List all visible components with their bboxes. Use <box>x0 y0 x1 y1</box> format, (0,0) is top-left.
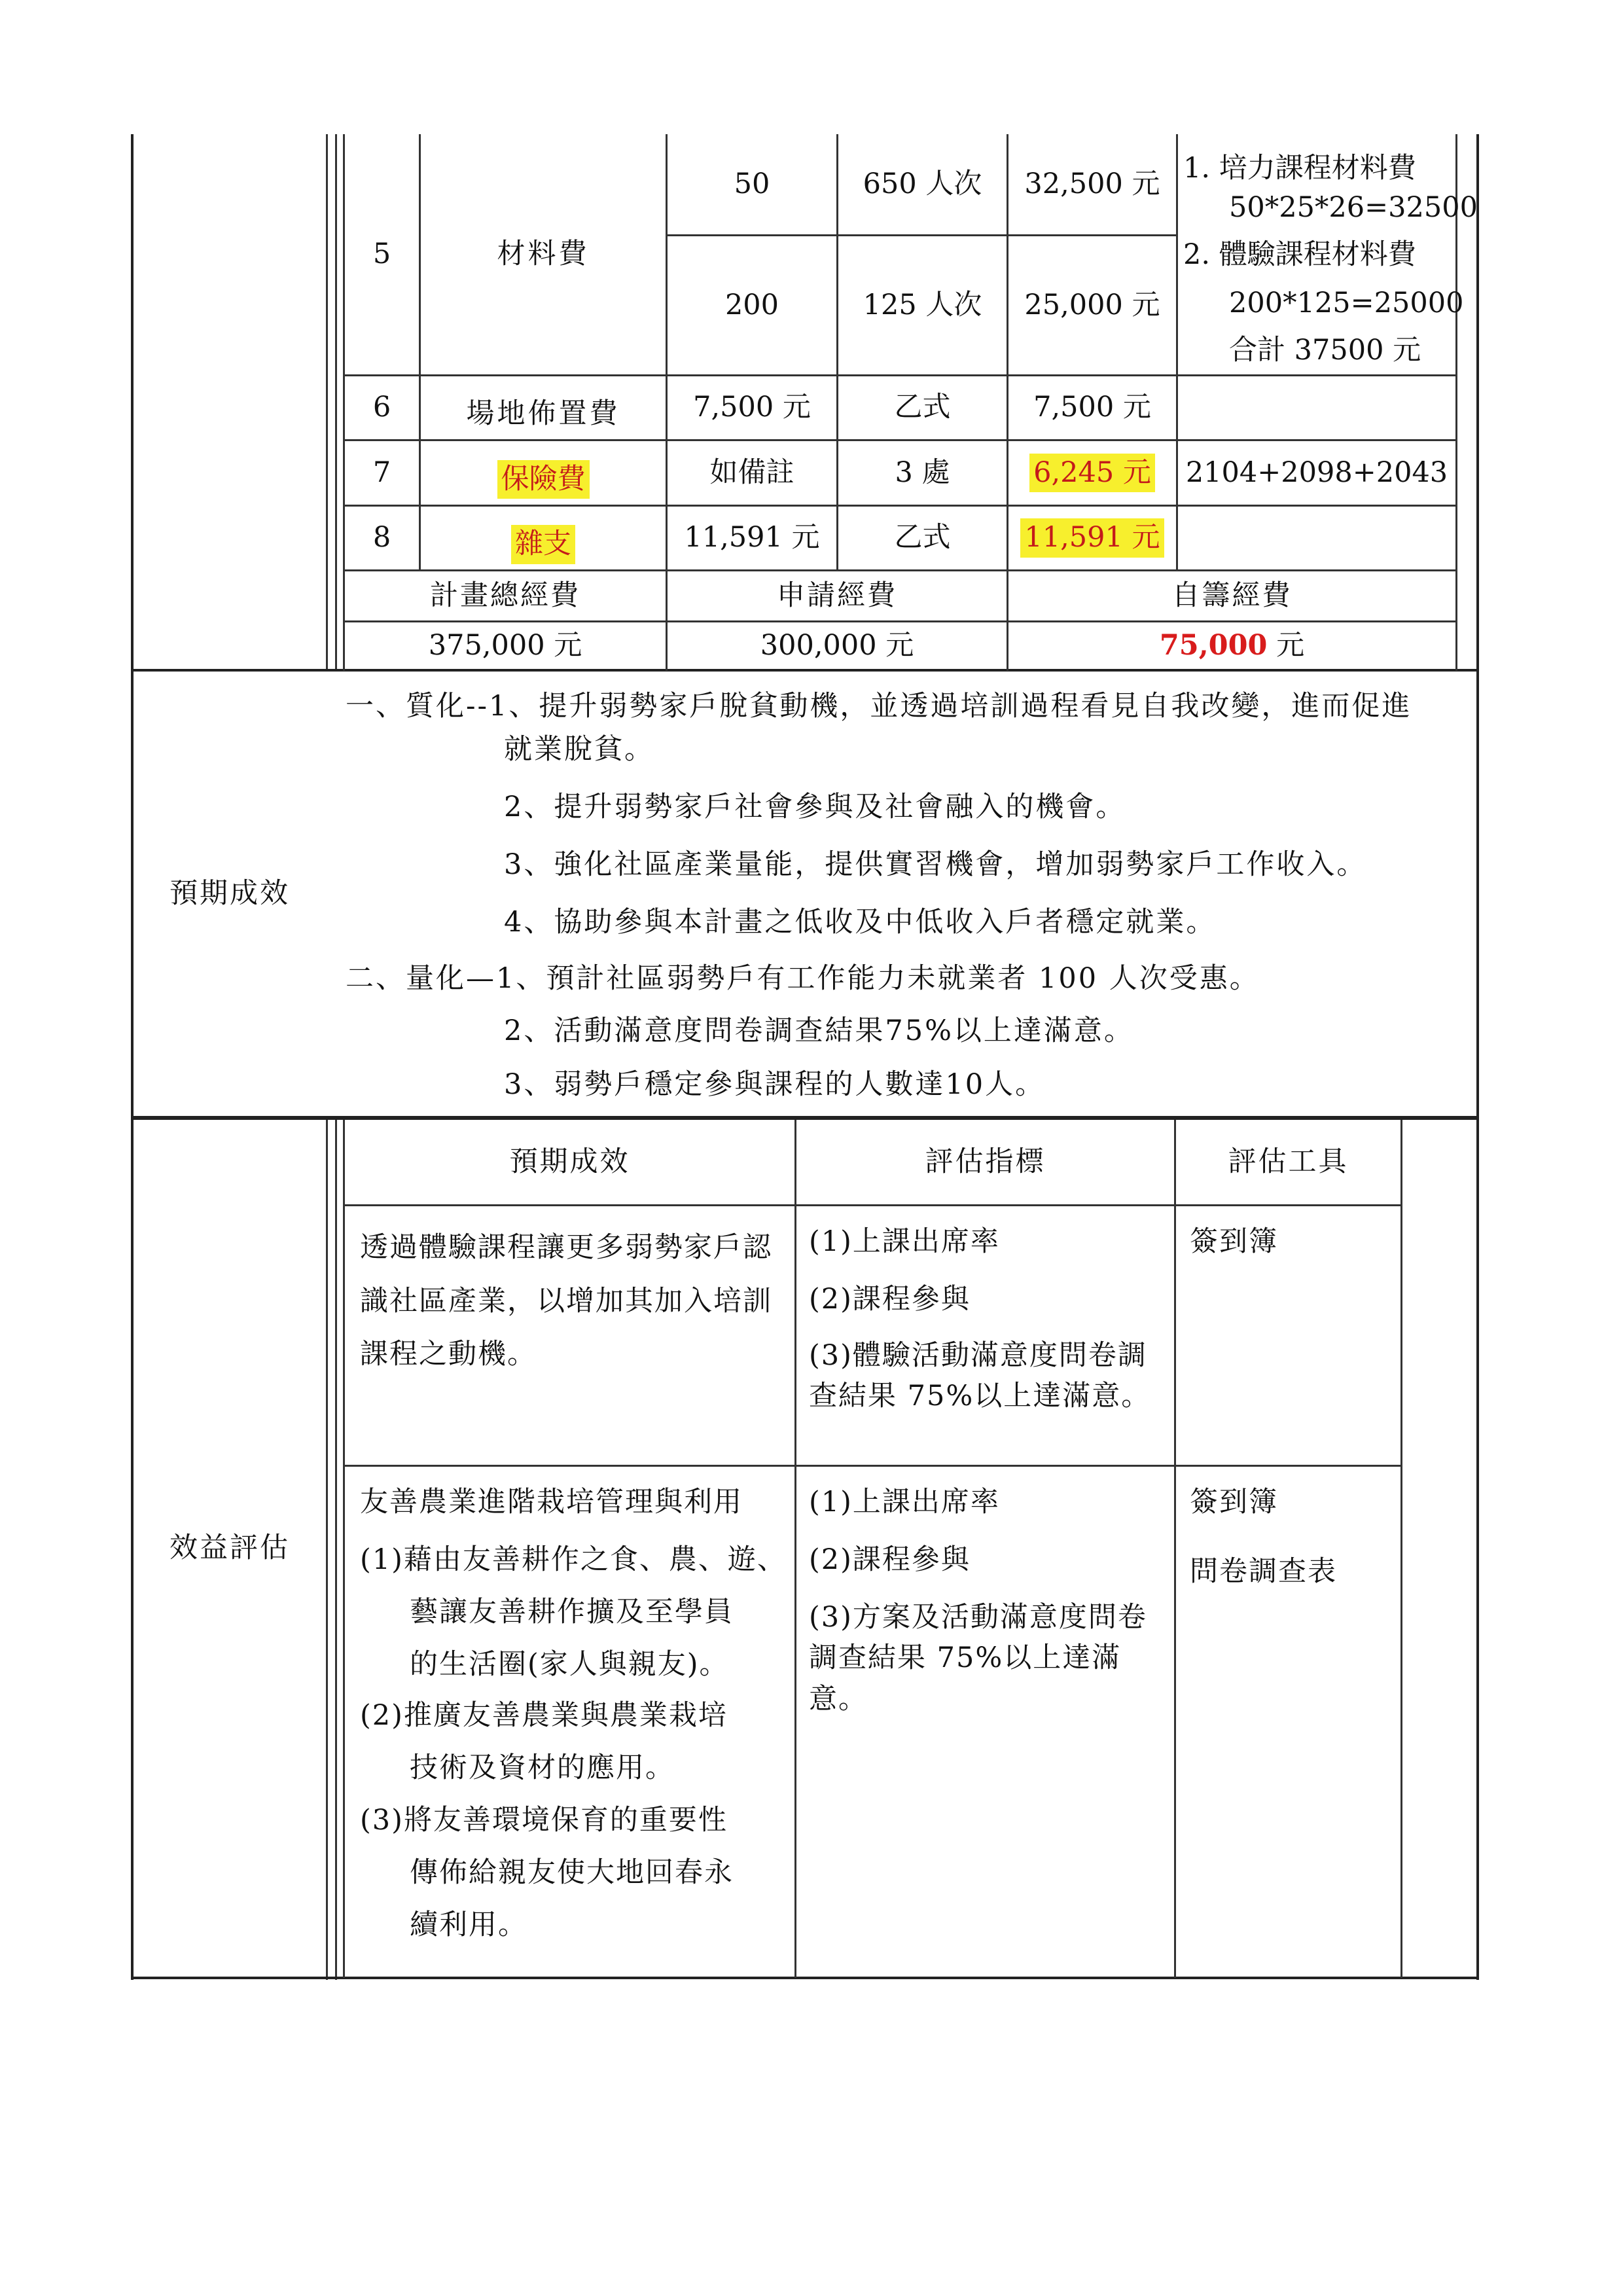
amount: 11,591 元 <box>1020 518 1164 558</box>
qualitative-item-4: 4、協助參與本計畫之低收及中低收入戶者穩定就業。 <box>504 906 1217 939</box>
note-line: 1. 培力課程材料費 <box>1183 152 1416 185</box>
row2-tool-2: 問卷調查表 <box>1190 1555 1337 1588</box>
apply-budget-value: 300,000 元 <box>760 629 914 662</box>
label-column-border <box>326 134 328 671</box>
label-column-border-lower <box>326 1119 328 1980</box>
row2-point-3b: 傳佈給親友使大地回春永 <box>410 1856 734 1889</box>
quantity: 乙式 <box>894 391 951 424</box>
grid-v <box>794 1120 796 1978</box>
quantitative-item-2: 2、活動滿意度問卷調查結果75%以上達滿意。 <box>504 1014 1134 1047</box>
quantity: 3 處 <box>895 456 950 489</box>
item-name: 材料費 <box>497 237 590 270</box>
item-name: 保險費 <box>497 460 590 499</box>
row2-point-2a: (2)推廣友善農業與農業栽培 <box>360 1699 728 1732</box>
remark <box>1178 507 1455 569</box>
total-budget-label: 計畫總經費 <box>430 579 580 612</box>
grid-h <box>343 1465 1402 1467</box>
row-number: 8 <box>372 521 391 554</box>
benefit-label: 效益評估 <box>169 1531 290 1564</box>
unit-price: 如備註 <box>709 456 794 489</box>
row2-indicator-3: (3)方案及活動滿意度問卷調查結果 75%以上達滿意。 <box>809 1601 1147 1715</box>
amount: 6,245 元 <box>1029 454 1155 493</box>
quantitative-item-1: 二、量化—1、預計社區弱勢戶有工作能力未就業者 100 人次受惠。 <box>346 962 1260 995</box>
row2-point-1b: 藝讓友善耕作擴及至學員 <box>410 1596 734 1628</box>
unit-price: 200 <box>724 288 779 321</box>
row1-indicator-2: (2)課程參與 <box>809 1283 971 1316</box>
amount: 7,500 元 <box>1033 391 1151 424</box>
qualitative-item-2: 2、提升弱勢家戶社會參與及社會融入的機會。 <box>504 791 1126 823</box>
self-budget-unit: 元 <box>1276 629 1305 662</box>
total-budget-value: 375,000 元 <box>428 629 582 662</box>
item-name-highlighted <box>421 513 666 576</box>
amount: 25,000 元 <box>1024 288 1160 321</box>
row-number: 6 <box>372 391 391 424</box>
row2-point-1a: (1)藉由友善耕作之食、農、遊、 <box>360 1543 787 1576</box>
grid-h <box>343 1204 1402 1206</box>
outer-bottom-border <box>131 1977 1479 1979</box>
grid-v <box>343 1120 345 1978</box>
row1-indicator-3: (3)體驗活動滿意度問卷調查結果 75%以上達滿意。 <box>809 1339 1151 1413</box>
label-column-border-inner-lower <box>335 1119 337 1980</box>
qualitative-item-3: 3、強化社區產業量能，提供實習機會，增加弱勢家戶工作收入。 <box>504 848 1367 881</box>
row2-tool-1: 簽到簿 <box>1190 1486 1278 1518</box>
note-line: 2. 體驗課程材料費 <box>1183 238 1416 271</box>
quantity: 650 人次 <box>863 167 982 200</box>
remark: 2104+2098+2043 <box>1185 456 1448 489</box>
row1-indicator-1: (1)上課出席率 <box>809 1225 1000 1258</box>
note-line: 合計 37500 元 <box>1229 334 1421 367</box>
qualitative-item-1: 一、質化--1、提升弱勢家戶脫貧動機，並透過培訓過程看見自我改變，進而促進 <box>346 690 1412 723</box>
header-indicator: 評估指標 <box>925 1145 1046 1178</box>
grid-v <box>1400 1120 1402 1978</box>
unit-price: 50 <box>734 167 770 200</box>
self-budget-value: 75,000 <box>1159 629 1268 662</box>
quantity: 125 人次 <box>863 288 982 321</box>
apply-budget-label: 申請經費 <box>777 579 897 612</box>
expected-label: 預期成效 <box>169 877 290 910</box>
item-name: 雜支 <box>511 525 575 564</box>
header-expected: 預期成效 <box>509 1145 630 1178</box>
note-line: 50*25*26=32500 <box>1229 191 1478 224</box>
note-line: 200*125=25000 <box>1229 287 1464 319</box>
unit-price: 11,591 元 <box>684 521 820 554</box>
item-name-highlighted <box>421 448 666 511</box>
row-number: 7 <box>372 456 391 489</box>
row2-point-3a: (3)將友善環境保育的重要性 <box>360 1804 728 1837</box>
row2-title: 友善農業進階栽培管理與利用 <box>360 1486 743 1518</box>
row-number: 5 <box>372 237 391 270</box>
qualitative-item-1-cont: 就業脫貧。 <box>504 733 654 766</box>
row2-indicator-1: (1)上課出席率 <box>809 1486 1000 1518</box>
label-column-border-inner <box>335 134 337 671</box>
row2-indicator-2: (2)課程參與 <box>809 1543 971 1576</box>
item-name: 場地佈置費 <box>466 397 620 431</box>
self-budget-label: 自籌經費 <box>1171 579 1293 612</box>
row2-point-1c: 的生活圈(家人與親友)。 <box>410 1648 729 1681</box>
row1-tool: 簽到簿 <box>1190 1225 1278 1258</box>
self-budget-value-cell <box>1008 622 1455 670</box>
grid-v <box>1174 1120 1176 1978</box>
row2-point-3c: 續利用。 <box>410 1909 527 1941</box>
row1-expected: 透過體驗課程讓更多弱勢家戶認識社區產業，以增加其加入培訓課程之動機。 <box>360 1231 772 1371</box>
remark <box>1178 376 1455 439</box>
header-tool: 評估工具 <box>1228 1145 1349 1178</box>
amount: 32,500 元 <box>1024 167 1160 200</box>
quantitative-item-3: 3、弱勢戶穩定參與課程的人數達10人。 <box>504 1068 1046 1101</box>
outer-right-border <box>1476 134 1479 1980</box>
unit-price: 7,500 元 <box>693 391 811 424</box>
amount-highlighted <box>1008 441 1176 505</box>
amount-highlighted <box>1008 507 1176 569</box>
quantity: 乙式 <box>894 521 951 554</box>
row2-point-2b: 技術及資材的應用。 <box>410 1751 675 1784</box>
